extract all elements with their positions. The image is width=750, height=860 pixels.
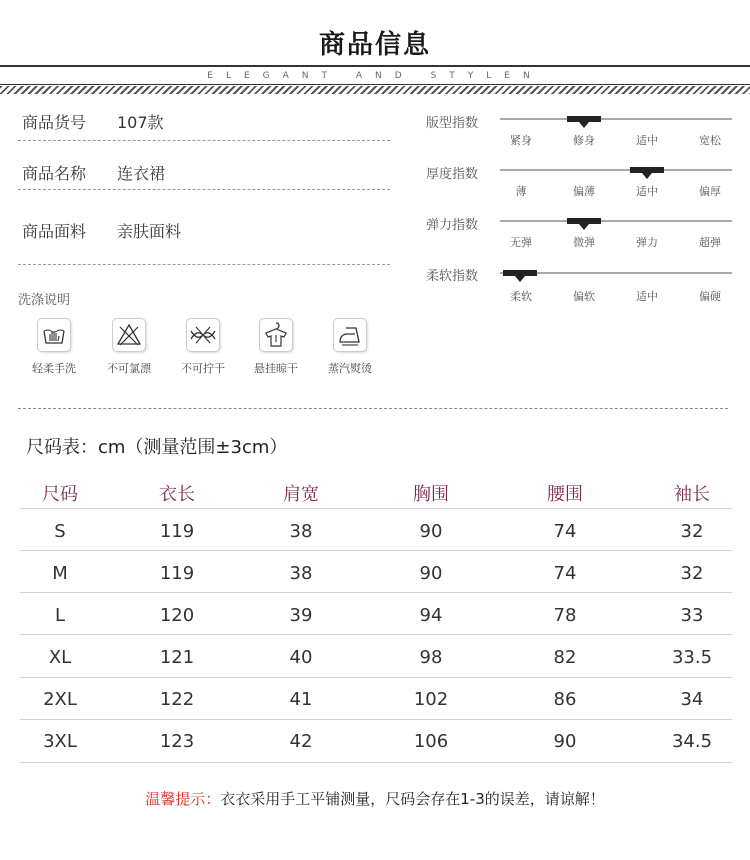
- table-header-cell: 衣长: [159, 484, 195, 505]
- table-cell: 33.5: [671, 647, 713, 668]
- info-label: 商品面料: [22, 222, 87, 241]
- table-cell: 102: [413, 689, 449, 710]
- info-value: 亲肤面料: [117, 222, 182, 241]
- wash-label: 轻柔手洗: [32, 362, 76, 375]
- table-cell: 32: [680, 521, 704, 542]
- index-marker-arrow: [515, 276, 525, 282]
- index-marker-arrow: [579, 224, 589, 230]
- index-label: 弹力指数: [426, 218, 479, 233]
- section-divider: [18, 408, 728, 409]
- table-cell: 42: [289, 731, 313, 752]
- table-cell: 121: [159, 647, 195, 668]
- index-label: 柔软指数: [426, 269, 479, 284]
- table-cell: 119: [159, 521, 195, 542]
- table-cell: 90: [419, 563, 443, 584]
- size-table-title: 尺码表：cm（测量范围±3cm）: [26, 437, 288, 458]
- table-cell: 106: [413, 731, 449, 752]
- wash-item-steam-iron: [320, 318, 380, 376]
- wash-item-no-bleach: [99, 318, 159, 376]
- info-value: 107款: [117, 113, 164, 132]
- table-cell: 38: [289, 521, 313, 542]
- info-label: 商品货号: [22, 113, 87, 132]
- decorative-stripe: [0, 86, 750, 94]
- table-row-divider: [20, 677, 732, 678]
- table-row-divider: [20, 634, 732, 635]
- wash-item-hang-dry: [246, 318, 306, 376]
- info-row-item-name: [18, 151, 390, 190]
- index-option: 适中: [636, 134, 658, 147]
- index-option: 适中: [636, 290, 658, 303]
- table-header-cell: 胸围: [413, 484, 449, 505]
- table-cell: 90: [553, 731, 577, 752]
- index-option: 修身: [573, 134, 595, 147]
- no-bleach-icon: [112, 318, 146, 352]
- header-rule-bottom: [0, 84, 750, 85]
- table-cell: 120: [159, 605, 195, 626]
- wash-label: 不可拧干: [181, 362, 225, 375]
- index-option: 无弹: [510, 236, 532, 249]
- table-cell: 82: [553, 647, 577, 668]
- wash-label: 蒸汽熨烫: [328, 362, 372, 375]
- index-option: 薄: [515, 185, 527, 198]
- table-cell: 90: [419, 521, 443, 542]
- table-cell: 119: [159, 563, 195, 584]
- index-option: 偏厚: [699, 185, 721, 198]
- wash-title: 洗涤说明: [18, 293, 71, 308]
- tip-prefix: 温馨提示：: [145, 790, 221, 808]
- table-cell: XL: [48, 647, 72, 668]
- index-track: [500, 220, 732, 222]
- table-cell: 122: [159, 689, 195, 710]
- no-wring-icon: [186, 318, 220, 352]
- index-option: 柔软: [510, 290, 532, 303]
- table-cell: 3XL: [43, 731, 77, 752]
- index-option: 超弹: [699, 236, 721, 249]
- index-option: 宽松: [699, 134, 721, 147]
- info-row-fabric: [18, 200, 390, 265]
- table-cell: 39: [289, 605, 313, 626]
- hang-dry-icon: [259, 318, 293, 352]
- page-title: 商品信息: [318, 30, 431, 60]
- table-header-cell: 袖长: [674, 484, 710, 505]
- index-option: 偏软: [573, 290, 595, 303]
- table-cell: 41: [289, 689, 313, 710]
- table-cell: 2XL: [43, 689, 77, 710]
- index-marker-arrow: [642, 173, 652, 179]
- wash-item-hand-wash: [24, 318, 84, 376]
- table-cell: 34.5: [671, 731, 713, 752]
- table-cell: 34: [680, 689, 704, 710]
- table-row-divider: [20, 592, 732, 593]
- tip-text: 衣衣采用手工平铺测量，尺码会存在1-3的误差，请谅解！: [220, 790, 605, 808]
- table-cell: 94: [419, 605, 443, 626]
- table-cell: L: [54, 605, 66, 626]
- index-track: [500, 118, 732, 120]
- info-value: 连衣裙: [117, 164, 166, 183]
- index-option: 偏硬: [699, 290, 721, 303]
- index-option: 偏薄: [573, 185, 595, 198]
- wash-label: 悬挂晾干: [254, 362, 298, 375]
- table-cell: S: [54, 521, 66, 542]
- table-cell: 74: [553, 521, 577, 542]
- header-rule-top: [0, 65, 750, 67]
- table-row-divider: [20, 550, 732, 551]
- table-cell: M: [52, 563, 68, 584]
- page-subtitle: ELEGANT AND STYLEN: [207, 71, 543, 81]
- table-cell: 98: [419, 647, 443, 668]
- table-cell: 38: [289, 563, 313, 584]
- info-row-item-number: [18, 100, 390, 141]
- index-option: 微弹: [573, 236, 595, 249]
- index-track: [500, 169, 732, 171]
- table-cell: 86: [553, 689, 577, 710]
- index-label: 厚度指数: [426, 167, 479, 182]
- info-label: 商品名称: [22, 164, 87, 183]
- index-label: 版型指数: [426, 116, 479, 131]
- measurement-tip: [0, 788, 750, 809]
- table-cell: 78: [553, 605, 577, 626]
- table-cell: 32: [680, 563, 704, 584]
- index-option: 适中: [636, 185, 658, 198]
- wash-item-no-wring: [173, 318, 233, 376]
- table-cell: 40: [289, 647, 313, 668]
- index-marker-arrow: [579, 122, 589, 128]
- steam-iron-icon: [333, 318, 367, 352]
- index-option: 弹力: [636, 236, 658, 249]
- table-cell: 123: [159, 731, 195, 752]
- table-header-cell: 腰围: [547, 484, 583, 505]
- table-cell: 74: [553, 563, 577, 584]
- table-row-divider: [20, 719, 732, 720]
- table-cell: 33: [680, 605, 704, 626]
- index-option: 紧身: [510, 134, 532, 147]
- hand-wash-icon: [37, 318, 71, 352]
- wash-label: 不可氯漂: [107, 362, 151, 375]
- table-row-divider: [20, 508, 732, 509]
- table-header-cell: 肩宽: [283, 484, 319, 505]
- table-row-divider: [20, 762, 732, 763]
- table-header-cell: 尺码: [42, 484, 78, 505]
